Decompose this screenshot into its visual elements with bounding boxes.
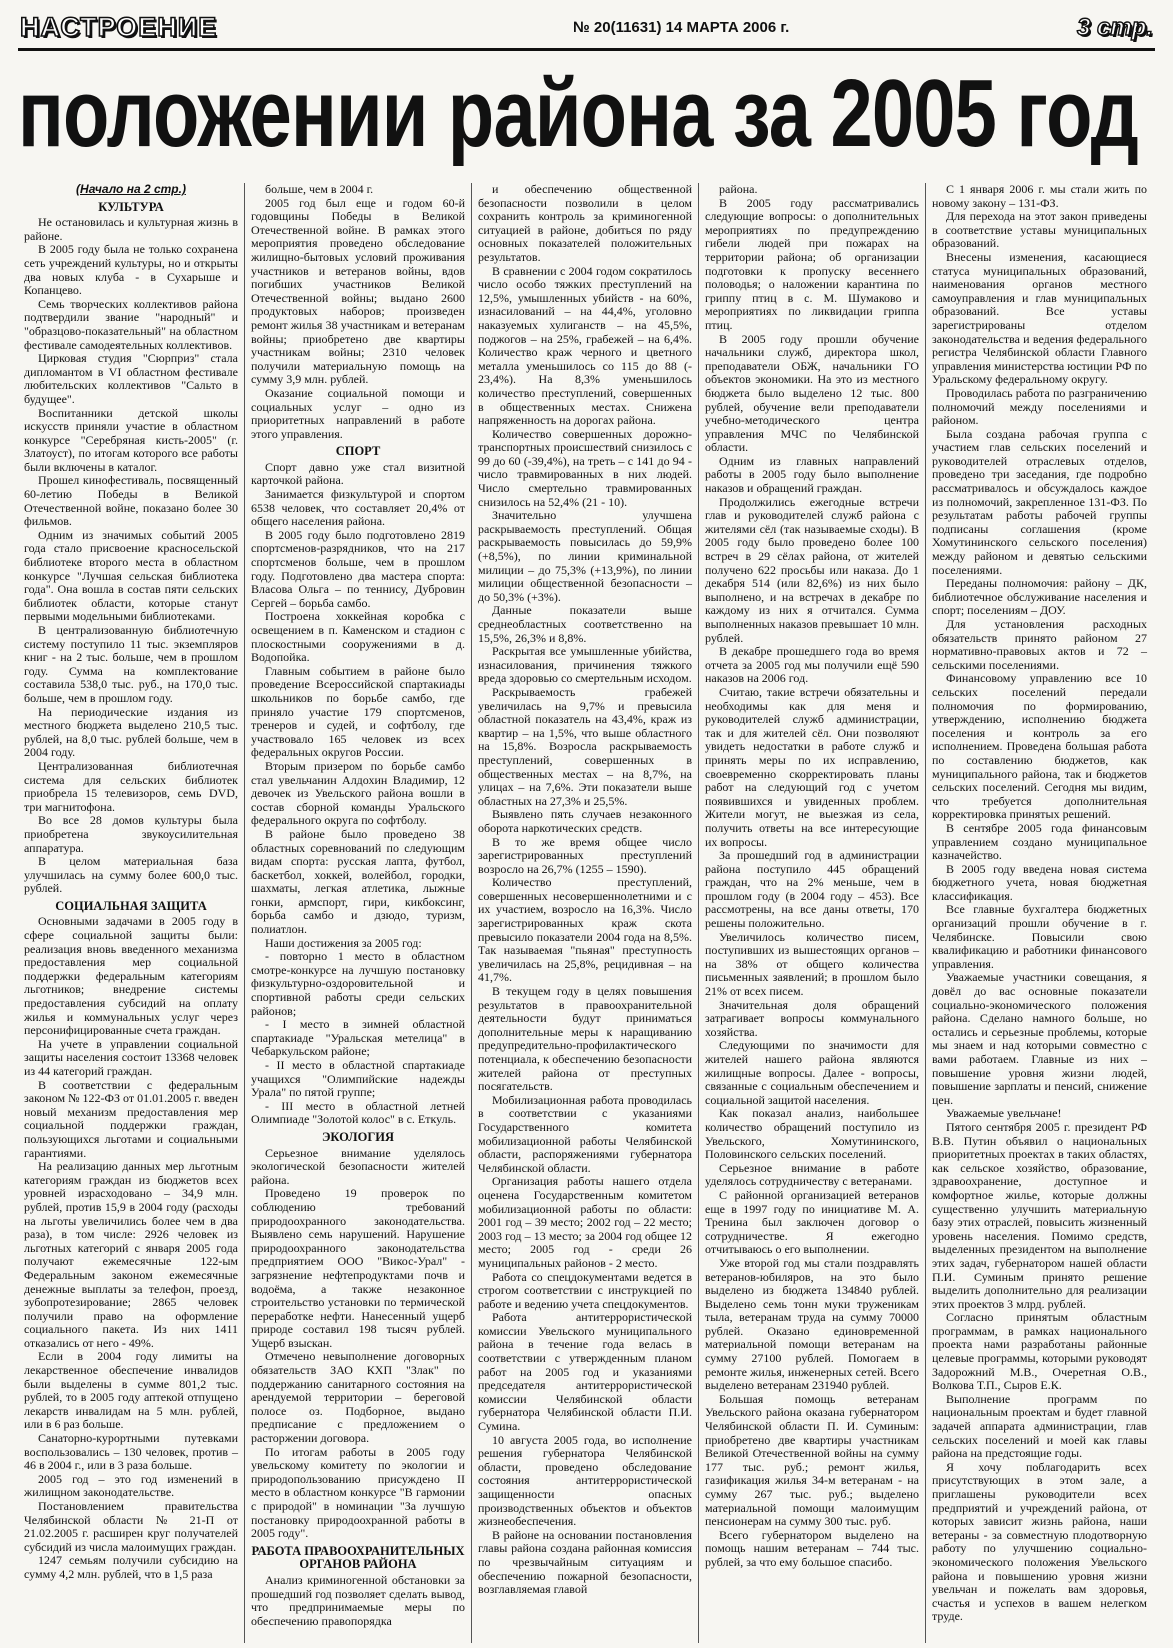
paragraph: Всего губернатором выделено на помощь нашим ветеранам – 744 тыс. рублей, за что ему большое спасибо.	[705, 1527, 919, 1569]
paragraph: 2005 год был еще и годом 60-й годовщины Победы в Великой Отечественной войне. В рамках этого мероприятия проведено обследование жилищно-бытовых условий проживания участников и ветеранов войны, вдов погибших участников Великой Отечественной войны; выдано 2600 продуктовых наборов; произведен ремонт жилья 38 участникам и ветеранам войны; приобретено две квартиры участникам войны; 2310 человек получили материальную помощь на сумму 3,9 млн. рублей.	[251, 195, 465, 387]
paragraph: На учете в управлении социальной защиты населения состоит 13368 человек из 44 категорий граждан.	[24, 1036, 238, 1078]
paragraph: Проводилась работа по разграничению полномочий между поселениями и районом.	[932, 385, 1147, 428]
paragraph: Выполнение программ по национальным проектам и будет главной задачей аппарата администрации, глав сельских поселений и моей как главы района на предстоящие годы.	[932, 1391, 1147, 1461]
paragraph: Считаю, такие встречи обязательны и необходимы как для меня и руководителей служб администрации, так и для жителей сёл. Они позволяют увидеть недостатки в работе служб и принять меры по их исправлению, своевременно скорректировать планы работ на следующий год с учетом появившихся и увиденных проблем. Жители могут, не выезжая из села, получить ответы на все интересующие их вопросы.	[705, 684, 919, 849]
paragraph: Проведено 19 проверок по соблюдению требований природоохранного законодательства. Выявлено семь нарушений. Нарушение природоохранного законодательства предприятием ООО "Викос-Урал" - загрязнение нефтепродуктами почв и водоёма, а также незаконное строительство установки по термической переработке нефти. Нанесенный ущерб природе составил 198 тысяч рублей. Ущерб взыскан.	[251, 1186, 465, 1350]
paragraph: По итогам работы в 2005 году увельскому комитету по экологии и природопользованию присуждено II место в областном конкурсе "В гармонии с природой" в номинации "За лучшую постановку природоохранной работы в 2005 году".	[251, 1444, 465, 1541]
paragraph: Воспитанники детской школы искусств приняли участие в областном конкурсе "Серебряная кисть-2005" (г. Златоуст), по итогам которого все работы были включены в каталог.	[24, 405, 238, 474]
paragraph: - II место в областной спартакиаде учащихся "Олимпийские надежды Урала" по пятой группе;	[251, 1058, 465, 1100]
paragraph: Мобилизационная работа проводилась в соответствии с указаниями Государственного комитета мобилизационной работы Челябинской области, распоряжениями губернатора Челябинской области.	[478, 1092, 692, 1175]
paragraph: Серьезное внимание уделялось экологической безопасности жителей района.	[251, 1145, 465, 1187]
paragraph: Я хочу поблагодарить всех присутствующих в этом зале, а приглашены руководители всех предприятий и учреждений района, от которых зависит жизнь района, наши ветераны - за совместную плодотворную работу по улучшению социально-экономического положения Увельского района и повышению уровня жизни увельчан и пожелать вам здоровья, счастья и успехов в вашем нелегком труде.	[932, 1459, 1147, 1624]
paragraph: Постановлением правительства Челябинской области № 21-П от 21.02.2005 г. расширен круг получателей субсидий из числа малоимущих граждан.	[24, 1499, 238, 1554]
paragraph: Одним из значимых событий 2005 года стало присвоение красносельской библиотеке второго места в областном конкурсе "Лучшая сельская библиотека года". Она вошла в состав пяти сельских библиотек области, которые станут первыми модельными библиотеками.	[24, 527, 238, 624]
headline: положении района за 2005 год	[18, 60, 1138, 167]
paragraph: Не остановилась и культурная жизнь в районе.	[24, 215, 238, 243]
continuation-note: (Начало на 2 стр.)	[76, 183, 186, 196]
paragraph: Наши достижения за 2005 год:	[265, 935, 422, 950]
paragraph: В районе на основании постановления главы района создана районная комиссия по чрезвычайным ситуациям и обеспечению пожарной безопасности, возглавляемая главой	[478, 1527, 692, 1597]
paragraph: В районе было проведено 38 областных соревнований по следующим видам спорта: русская лапта, футбол, баскетбол, хоккей, волейбол, городки, шахматы, легкая атлетика, лыжные гонки, армспорт, гири, кикбоксинг, борьба самбо и дзюдо, туризм, полиатлон.	[251, 826, 465, 937]
paragraph: Количество преступлений, совершенных несовершеннолетними и с их участием, возросло на 16,3%. Число зарегистрированных краж скота превысило показатели 2004 года на 8,5%. Так называемая "пьяная" преступность увеличилась на 25,8%, рецидивная – на 41,7%.	[478, 875, 692, 985]
column-3	[472, 183, 699, 1643]
paragraph: В сентябре 2005 года финансовым управлением создано муниципальное казначейство.	[932, 820, 1147, 863]
paragraph: С районной организацией ветеранов еще в 1997 году по инициативе М. А. Тренина был заключен договор о сотрудничестве. Я ежегодно отчитываюсь о его выполнении.	[705, 1187, 919, 1257]
paragraph: В 2005 году рассматривались следующие вопросы: о дополнительных мероприятиях по предупреждению гибели людей при пожарах на территории района; об организации подготовки к пропуску весеннего половодья; о наложении карантина по гриппу птиц в с. М. Шумаково и мероприятиях по ликвидации гриппа птиц.	[705, 195, 919, 332]
paragraph: Согласно принятым областным программам, в рамках национального проекта нами разработаны районные целевые программы, которыми руководят Задорожний М.В., Очеретная О.В., Волкова Т.П., Сыров Е.К.	[932, 1310, 1147, 1393]
paragraph: Во все 28 домов культуры была приобретена звукоусилительная аппаратура.	[24, 813, 238, 855]
section-title: НАСТРОЕНИЕ	[20, 12, 218, 42]
section-heading: СПОРТ	[335, 444, 381, 459]
paragraph: Вторым призером по борьбе самбо стал увельчанин Алдохин Владимир, 12 девочек из Увельского района вошли в состав сборной команды Уральского федерального округа по софтболу.	[251, 758, 465, 828]
paragraph: Спорт давно уже стал визитной карточкой района.	[251, 459, 465, 488]
paragraph: В декабре прошедшего года во время отчета за 2005 год мы получили ещё 590 наказов на 2006 год.	[705, 644, 919, 686]
paragraph: В 2005 году прошли обучение начальники служб, директора школ, преподаватели ОБЖ, начальники ГО объектов экономики. На это из местного бюджета было выделено 12 тыс. 800 рублей, обучение вели преподаватели учебно-методического центра управления МЧС по Челябинской области.	[705, 331, 919, 455]
paragraph: Анализ криминогенной обстановки за прошедший год позволяет сделать вывод, что предпринимаемые меры по обеспечению правопорядка	[251, 1572, 465, 1628]
paragraph: и обеспечению общественной безопасности позволили в целом сохранить контроль за криминогенной ситуацией в районе, добиться по ряду основных показателей положительных результатов.	[478, 183, 692, 264]
paragraph: 2005 год – это год изменений в жилищном законодательстве.	[24, 1471, 238, 1500]
paragraph: Если в 2004 году лимиты на лекарственное обеспечение инвалидов были выделены в сумме 801,2 тыс. рублей, то в 2005 году аптекой отпущено лекарств инвалидам на 5 млн. рублей, или в 6 раз больше.	[24, 1349, 238, 1432]
paragraph: Оказание социальной помощи и социальных услуг – одно из приоритетных направлений в работе этого управления.	[251, 385, 465, 441]
section-heading: СОЦИАЛЬНАЯ ЗАЩИТА	[55, 898, 207, 913]
paragraph: Одним из главных направлений работы в 2005 году было выполнение наказов и обращений граждан.	[705, 453, 919, 496]
paragraph: Увеличилось количество писем, поступивших из вышестоящих органов – на 38% от общего количества письменных заявлений; в прошлом было 21% от всех писем.	[705, 929, 919, 999]
paragraph: Работа антитеррористической комиссии Увельского муниципального района в течение года велась в соответствии с утвержденным планом работ на 2005 год и указаниями председателя антитеррористической комиссии Челябинской области губернатора Челябинской области П.И. Сумина.	[478, 1310, 692, 1434]
paragraph: На периодические издания из местного бюджета выделено 210,5 тыс. рублей, на 8,0 тыс. рублей больше, чем в 2004 году.	[24, 704, 238, 760]
paragraph: Значительно улучшена раскрываемость преступлений. Общая раскрываемость повысилась до 59,9% (+8,5%), по линии криминальной милиции – до 75,3% (+13,9%), по линии милиции общественной безопасности – до 50,3% (+3%).	[478, 508, 692, 604]
page-number: 3 стр.	[1076, 14, 1153, 41]
paragraph: Уважаемые увельчане!	[946, 1106, 1062, 1121]
paragraph: - III место в областной летней Олимпиаде "Золотой колос" в с. Еткуль.	[251, 1098, 465, 1127]
paragraph: Серьезное внимание в работе уделялось сотрудничеству с ветеранами.	[705, 1160, 919, 1189]
paragraph: Прошел кинофестиваль, посвященный 60-летию Победы в Великой Отечественной войне, показано более 30 фильмов.	[24, 473, 238, 529]
paragraph: Работа со спецдокументами ведется в строгом соответствии с инструкцией по работе и ведению учета спецдокументов.	[478, 1269, 692, 1311]
issue-info: № 20(11631) 14 МАРТА 2006 г.	[573, 19, 790, 36]
paragraph: Уже второй год мы стали поздравлять ветеранов-юбиляров, на это было выделено из бюджета 134840 рублей. Выделено семь тонн муки труженикам тыла, ветеранам труда на сумму 70000 рублей. Оказано единовременной материальной помощи ветеранам на сумму 27100 рублей. Помогаем в ремонте жилья, инженерных сетей. Всего выделено ветеранам 231940 рублей.	[705, 1255, 919, 1393]
paragraph: В 2005 году введена новая система бюджетного учета, новая бюджетная классификация.	[932, 861, 1147, 903]
paragraph: Цирковая студия "Сюрприз" стала дипломантом в VI областном фестивале любительских коллективов "Сальто в будущее".	[24, 351, 238, 406]
paragraph: Внесены изменения, касающиеся статуса муниципальных образований, наименования органов местного самоуправления и глав муниципальных образований. Все уставы зарегистрированы отделом законодательства и ведения федерального регистра Челябинской области Главного управления министерства юстиции РФ по Уральскому федеральному округу.	[932, 249, 1147, 387]
paragraph: Раскрытая все умышленные убийства, изнасилования, причинения тяжкого вреда здоровью со смертельным исходом.	[478, 644, 692, 686]
paragraph: Централизованная библиотечная система для сельских библиотек приобрела 15 телевизоров, семь DVD, три магнитофона.	[24, 758, 238, 814]
paragraph: Выявлено пять случаев незаконного оборота наркотических средств.	[478, 807, 692, 835]
paragraph: - повторно 1 место в областном смотре-конкурсе на лучшую постановку физкультурно-оздоровительной и спортивной работы среди сельских районов;	[251, 949, 465, 1018]
paragraph: Данные показатели выше среднеобластных соответственно на 15,5%, 26,3% и 8,8%.	[478, 603, 692, 645]
paragraph: В текущем году в целях повышения результатов в правоохранительной деятельности будут приниматься дополнительные меры к наращиванию предупредительно-профилактического потенциала, к обеспечению безопасности жителей района от преступных посягательств.	[478, 984, 692, 1094]
paragraph: Санаторно-курортными путевками воспользовались – 130 человек, против – 46 в 2004 г., или в 3 раза больше.	[24, 1431, 238, 1473]
section-heading: ЭКОЛОГИЯ	[321, 1129, 395, 1144]
paragraph: района.	[719, 183, 758, 196]
paragraph: Следующими по значимости для жителей нашего района являются жилищные вопросы. Далее - вопросы, связанные с социальным обеспечением и социальной защитой населения.	[705, 1038, 919, 1107]
paragraph: Уважаемые участники совещания, я довёл до вас основные показатели социально-экономического положения района. Сделано намного больше, но остались и серьезные проблемы, которые мы знаем и над которыми совместно с вами работаем. Главные из них – повышение уровня жизни людей, повышение зарплаты и пенсий, снижение цен.	[932, 970, 1147, 1107]
paragraph: Отмечено невыполнение договорных обязательств ЗАО КХП "Злак" по поддержанию санитарного состояния на арендуемой территории – береговой полосе оз. Подборное, выдано предписание с предложением о расторжении договора.	[251, 1349, 465, 1446]
paragraph: Основными задачами в 2005 году в сфере социальной защиты были: реализация вновь введенного механизма предоставления мер социальной поддержки федеральным категориям льготников; внедрение системы предоставления субсидий на оплату жилья и коммунальных услуг через персонифицированные счета граждан.	[24, 914, 238, 1038]
paragraph: Для перехода на этот закон приведены в соответствие уставы муниципальных образований.	[932, 209, 1147, 251]
paragraph: В соответствии с федеральным законом № 122-ФЗ от 01.01.2005 г. введен новый механизм предоставления мер социальной поддержки граждан, пользующихся льготами и социальными гарантиями.	[24, 1077, 238, 1160]
paragraph: Занимается физкультурой и спортом 6538 человек, что составляет 20,4% от общего населения района.	[251, 487, 465, 529]
column-5	[926, 183, 1153, 1643]
paragraph: В 2005 году было подготовлено 2819 спортсменов-разрядников, что на 217 спортсменов больше, чем в прошлом году. Подготовлено два мастера спорта: Власова Ольга – по теннису, Дубровин Сергей – борьба самбо.	[251, 527, 465, 610]
paragraph: В целом материальная база улучшилась на сумму более 600,0 тыс. рублей.	[24, 854, 238, 896]
paragraph: Все главные бухгалтера бюджетных организаций прошли обучение в г. Челябинске. Повысили свою квалификацию и работники финансового управления.	[932, 902, 1147, 971]
page-header	[18, 8, 1155, 51]
paragraph: Построена хоккейная коробка с освещением в п. Каменском и стадион с плоскостными сооружениями в д. Водопойка.	[251, 609, 465, 665]
paragraph: Количество совершенных дорожно-транспортных происшествий снизилось с 99 до 60 (-39,4%), на треть – с 141 до 94 - число травмированных в них людей. Число смертельно травмированных снизилось на 52,4% (21 - 10).	[478, 426, 692, 509]
paragraph: Продолжились ежегодные встречи глав и руководителей служб района с жителями сёл (так называемые сходы). В 2005 году было проведено более 100 встреч в 29 сёлах района, от жителей получено 622 просьбы или наказа. До 1 декабря 514 (или 82,6%) из них было выполнено, и на встречах в декабре по каждому из них я отчитался. Сумма выполненных наказов превышает 10 млн. рублей.	[705, 494, 919, 645]
paragraph: 10 августа 2005 года, во исполнение решения губернатора Челябинской области, проведено обследование состояния антитеррористической защищенности опасных производственных объектов и объектов жизнеобеспечения.	[478, 1432, 692, 1529]
section-heading: РАБОТА ПРАВООХРАНИТЕЛЬНЫХ ОРГАНОВ РАЙОНА	[251, 1543, 465, 1572]
paragraph: С 1 января 2006 г. мы стали жить по новому закону – 131-ФЗ.	[932, 183, 1147, 210]
paragraph: больше, чем в 2004 г.	[265, 183, 374, 196]
paragraph: Для установления расходных обязательств принято районом 27 нормативно-правовых актов и 72 – сельскими поселениями.	[932, 617, 1147, 672]
paragraph: За прошедший год в администрации района поступило 445 обращений граждан, что на 2% меньше, чем в прошлом году (в 2004 году – 453). Все рассмотрены, на все даны ответы, 170 решены положительно.	[705, 848, 919, 931]
paragraph: Семь творческих коллективов района подтвердили звание "народный" и "образцово-показательный" на областном фестивале самодеятельных коллективов.	[24, 296, 238, 352]
paragraph: На реализацию данных мер льготным категориям граждан из бюджетов всех уровней израсходовано – 34,9 млн. рублей, против 15,9 в 2004 году (расходы на льготы увеличились более чем в два раза), в том числе: 2926 человек из льготных категорий с января 2005 года получают ежемесячные 122-ым Федеральным законом ежемесячные денежные выплаты за телефон, проезд, зубопротезирование; 2865 человек получили право на оформление социального пакета. Из них 1411 отказались от него - 49%.	[24, 1159, 238, 1350]
paragraph: В то же время общее число зарегистрированных преступлений возросло на 26,7% (1255 – 1590).	[478, 834, 692, 876]
paragraph: Раскрываемость грабежей увеличилась на 9,7% и превысила областной показатель на 43,4%, краж из квартир – на 1,5%, что выше областного на 15,8%. Возросла раскрываемость преступлений, совершенных в общественных местах – на 8,7%, на улицах – на 7,6%. Эти показатели выше областных на 27,3% и 25,5%.	[478, 684, 692, 808]
paragraph: Организация работы нашего отдела оценена Государственным комитетом мобилизационной работы по области: 2001 год – 39 место; 2002 год – 22 место; 2003 год – 13 место; за 2004 год общее 12 место; 2005 год - среди 26 муниципальных районов - 2 место.	[478, 1174, 692, 1270]
section-heading: КУЛЬТУРА	[98, 199, 164, 214]
paragraph: Переданы полномочия: району – ДК, библиотечное обслуживание населения и спорт; поселениям – ДОУ.	[932, 576, 1147, 618]
column-4	[699, 183, 926, 1643]
paragraph: Как показал анализ, наибольшее количество обращений поступило из Увельского, Хомутининского, Половинского сельских поселений.	[705, 1106, 919, 1162]
paragraph: В сравнении с 2004 годом сократилось число особо тяжких преступлений на 12,5%, умышленных убийств - на 60%, изнасилований – на 44,4%, уголовно наказуемых хулиганств – на 45,5%, поджогов – на 25%, грабежей – на 6,4%. Количество краж черного и цветного металла уменьшилось со 115 до 88 (- 23,4%). На 8,3% уменьшилось количество преступлений, совершенных в общественных местах. Снижена напряженность на дорогах района.	[478, 263, 692, 428]
column-1	[18, 183, 245, 1643]
paragraph: - I место в зимней областной спартакиаде "Уральская метелица" в Чебаркульском районе;	[251, 1017, 465, 1059]
paragraph: Значительная доля обращений затрагивает вопросы коммунального хозяйства.	[705, 997, 919, 1039]
article-body	[18, 183, 1155, 1643]
column-2	[245, 183, 472, 1643]
paragraph: Была создана рабочая группа с участием глав сельских поселений и руководителей отраслевых отделов, проведено три заседания, где подробно рассматривалось и обсуждалось каждое из полномочий, закрепленное 131-ФЗ. По результатам работы рабочей группы подписаны соглашения (кроме Хомутининского сельского поселения) между районом и девятью сельскими поселениями.	[932, 426, 1147, 577]
paragraph: Большая помощь ветеранам Увельского района оказана губернатором Челябинской области П. И. Суминым: приобретено две квартиры участникам Великой Отечественной войны на сумму 177 тыс. руб.; ремонт жилья, газификация жилья 34-м ветеранам - на сумму 267 тыс. руб.; выделено материальной помощи малоимущим пенсионерам на сумму 300 тыс. руб.	[705, 1391, 919, 1529]
paragraph: Финансовому управлению все 10 сельских поселений передали полномочия по формированию, утверждению, исполнению бюджета поселения и контроль за его исполнением. Проведена большая работа по составлению бюджетов, как муниципального района, так и бюджетов сельских поселений. Сегодня мы видим, что требуется дополнительная корректировка принятых решений.	[932, 671, 1147, 822]
paragraph: В централизованную библиотечную систему поступило 11 тыс. экземпляров книг - на 2 тыс. больше, чем в прошлом году. Сумма на комплектование составила 538,0 тыс. руб., на 170,0 тыс. больше, чем в прошлом году.	[24, 623, 238, 705]
paragraph: Главным событием в районе было проведение Всероссийской спартакиады школьников по борьбе самбо, где приняло участие 179 спортсменов, тренеров и судей, и софтболу, где участвовало 165 человек из всех федеральных округов России.	[251, 663, 465, 760]
paragraph: Пятого сентября 2005 г. президент РФ В.В. Путин объявил о национальных приоритетных проектах в таких областях, как сельское хозяйство, образование, здравоохранение, доступное и комфортное жилье, которые должны существенно улучшить материальную базу этих отраслей, повысить жизненный уровень населения. Помимо средств, выделенных президентом на выполнение этих задач, губернатором нашей области П.И. Суминым принято решение выделить дополнительно для реализации этих проектов 3 млрд. рублей.	[932, 1119, 1147, 1311]
paragraph: 1247 семьям получили субсидию на сумму 4,2 млн. рублей, что в 1,5 раза	[24, 1553, 238, 1581]
paragraph: В 2005 году была не только сохранена сеть учреждений культуры, но и открыты два новых клуба - в Сухарыше и Копанцево.	[24, 242, 238, 298]
